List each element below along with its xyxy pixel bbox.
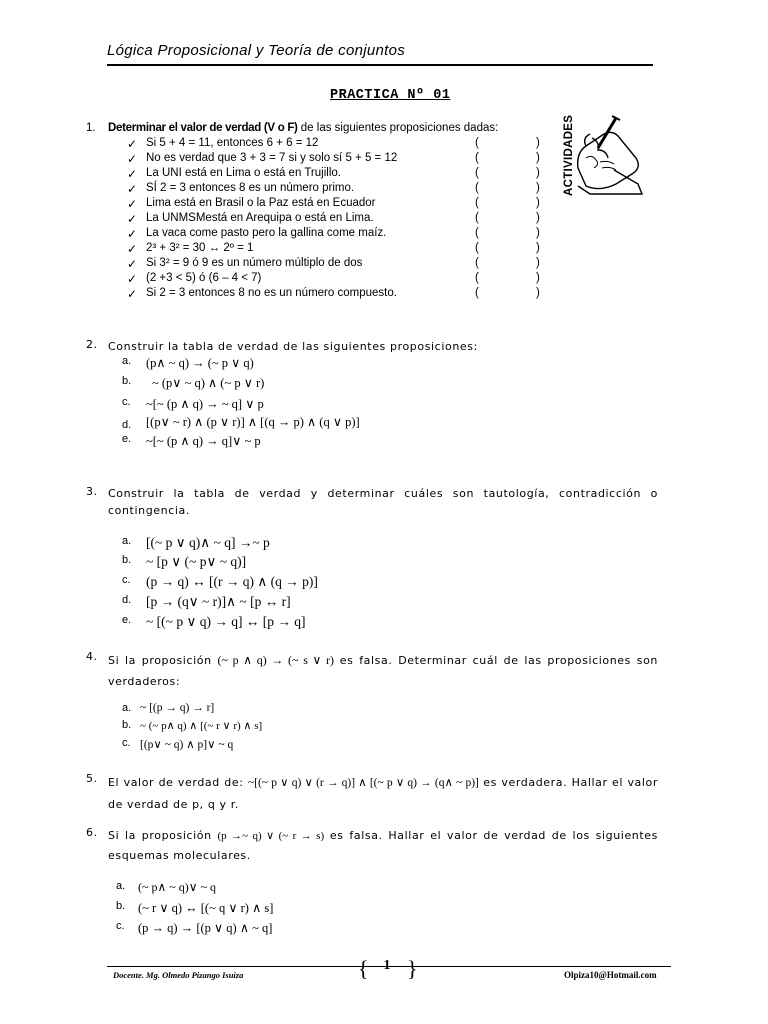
answer-close: ) xyxy=(536,137,540,149)
formula: ~[~ (p ∧ q) → ~ q] ∨ p xyxy=(146,397,264,411)
inline-formula: ~[(~ p ∨ q) ∨ (r → q)] ∧ [(~ p ∨ q) → (q∧ ~ p)] xyxy=(247,777,479,789)
check-icon: ✓ xyxy=(127,197,138,211)
item-label: a. xyxy=(122,535,132,547)
section-5-text xyxy=(108,772,658,815)
proposition-item: La vaca come pasto pero la gallina come maíz. xyxy=(146,227,387,239)
answer-close: ) xyxy=(536,212,540,224)
formula: ~ [(p → q) → r] xyxy=(140,702,215,714)
proposition-item: Si 3² = 9 ó 9 es un número múltiplo de dos xyxy=(146,257,363,269)
check-icon: ✓ xyxy=(127,287,138,301)
section-4-number: 4. xyxy=(86,650,98,663)
answer-close: ) xyxy=(536,197,540,209)
page-number: 1 xyxy=(383,958,391,973)
check-icon: ✓ xyxy=(127,272,138,286)
writing-hand-icon xyxy=(578,116,642,194)
text-before: Si la proposición xyxy=(108,829,218,842)
text-before: Si la proposición xyxy=(108,654,218,667)
answer-open: ( xyxy=(475,287,479,299)
answer-close: ) xyxy=(536,227,540,239)
proposition-item: Si 5 + 4 = 11, entonces 6 + 6 = 12 xyxy=(146,137,319,149)
answer-open: ( xyxy=(475,197,479,209)
proposition-item: (2 +3 < 5) ó (6 – 4 < 7) xyxy=(146,272,262,284)
section-3-text: Construir la tabla de verdad y determinar cuáles son tautología, contradicción o contingencia. xyxy=(108,487,658,517)
item-label: d. xyxy=(122,594,132,606)
answer-close: ) xyxy=(536,272,540,284)
formula: (~ r ∨ q) ↔ [(~ q ∨ r) ∧ s] xyxy=(138,901,274,915)
answer-open: ( xyxy=(475,242,479,254)
left-brace-icon: { xyxy=(358,956,369,981)
item-label: c. xyxy=(122,574,131,586)
section-2-text: Construir la tabla de verdad de las siguientes proposiciones: xyxy=(108,340,478,353)
instruction-bold: Determinar el valor de verdad (V o F) xyxy=(108,122,298,134)
section-1-number: 1. xyxy=(86,122,96,134)
check-icon: ✓ xyxy=(127,227,138,241)
check-icon: ✓ xyxy=(127,167,138,181)
proposition-item: Lima está en Brasil o la Paz está en Ecuador xyxy=(146,197,376,209)
text-after: es verdadera. Hallar el valor de verdad de p, q y r. xyxy=(108,776,659,811)
item-label: b. xyxy=(122,375,132,387)
answer-open: ( xyxy=(475,227,479,239)
proposition-item: La UNMSMestá en Arequipa o está en Lima. xyxy=(146,212,374,224)
item-label: b. xyxy=(122,719,132,731)
footer-email: Olpiza10@Hotmail.com xyxy=(564,970,657,980)
formula: (p → q) → [(p ∨ q) ∧ ~ q] xyxy=(138,921,273,935)
section-6-number: 6. xyxy=(86,826,98,839)
text-after: es falsa. Hallar el valor de verdad de los siguientes esquemas moleculares. xyxy=(108,829,658,862)
proposition-item: La UNI está en Lima o está en Trujillo. xyxy=(146,167,341,179)
answer-close: ) xyxy=(536,242,540,254)
answer-open: ( xyxy=(475,152,479,164)
item-label: d. xyxy=(122,419,132,431)
practice-title: PRACTICA Nº 01 xyxy=(330,88,451,103)
section-6-text xyxy=(108,826,658,866)
text-after: es falsa. Determinar cuál de las proposiciones son verdaderos: xyxy=(108,654,659,688)
right-brace-icon: } xyxy=(407,956,418,981)
text-before: El valor de verdad de: xyxy=(108,776,248,789)
item-label: c. xyxy=(116,920,125,932)
check-icon: ✓ xyxy=(127,257,138,271)
section-2-number: 2. xyxy=(86,338,98,351)
inline-formula: (~ p ∧ q) → (~ s ∨ r) xyxy=(217,653,334,667)
formula: [(p∨ ~ q) ∧ p]∨ ~ q xyxy=(140,739,234,751)
answer-open: ( xyxy=(475,137,479,149)
page-header: Lógica Proposicional y Teoría de conjuntos xyxy=(107,42,406,59)
item-label: a. xyxy=(122,702,132,714)
answer-open: ( xyxy=(475,182,479,194)
answer-open: ( xyxy=(475,257,479,269)
answer-close: ) xyxy=(536,167,540,179)
formula: ~ (p∨ ~ q) ∧ (~ p ∨ r) xyxy=(152,376,265,390)
check-icon: ✓ xyxy=(127,182,138,196)
formula: ~ (~ p∧ q) ∧ [(~ r ∨ r) ∧ s] xyxy=(140,720,263,732)
proposition-item: 2³ + 3² = 30 ↔ 2º = 1 xyxy=(146,242,254,254)
proposition-item: Si 2 = 3 entonces 8 no es un número compuesto. xyxy=(146,287,397,299)
activities-badge xyxy=(556,98,648,198)
formula: [p → (q∨ ~ r)]∧ ~ [p ↔ r] xyxy=(146,594,291,609)
section-4-text xyxy=(108,650,658,692)
check-icon: ✓ xyxy=(127,152,138,166)
badge-text: ACTIVIDADES xyxy=(563,114,575,196)
formula: (~ p∧ ~ q)∨ ~ q xyxy=(138,880,217,894)
formula: (p∧ ~ q) → (~ p ∨ q) xyxy=(146,356,254,370)
section-5-number: 5. xyxy=(86,772,98,785)
section-3-number: 3. xyxy=(86,485,98,498)
item-label: b. xyxy=(116,900,126,912)
item-label: b. xyxy=(122,554,132,566)
instruction-rest: de las siguientes proposiciones dadas: xyxy=(297,122,499,134)
item-label: e. xyxy=(122,433,132,445)
answer-close: ) xyxy=(536,182,540,194)
formula: ~[~ (p ∧ q) → q]∨ ~ p xyxy=(146,434,261,448)
item-label: c. xyxy=(122,737,131,749)
formula: [(~ p ∨ q)∧ ~ q] →~ p xyxy=(146,535,270,550)
item-label: e. xyxy=(122,614,132,626)
check-icon: ✓ xyxy=(127,212,138,226)
item-label: a. xyxy=(116,880,126,892)
item-label: a. xyxy=(122,355,132,367)
answer-open: ( xyxy=(475,272,479,284)
section-1-instruction xyxy=(108,122,498,134)
header-rule xyxy=(107,64,653,66)
answer-open: ( xyxy=(475,212,479,224)
answer-close: ) xyxy=(536,152,540,164)
check-icon: ✓ xyxy=(127,137,138,151)
answer-close: ) xyxy=(536,287,540,299)
check-icon: ✓ xyxy=(127,242,138,256)
inline-formula: (p →~ q) ∨ (~ r → s) xyxy=(217,830,325,842)
proposition-item: No es verdad que 3 + 3 = 7 si y solo sí 5 + 5 = 12 xyxy=(146,152,398,164)
answer-close: ) xyxy=(536,257,540,269)
item-label: c. xyxy=(122,396,131,408)
formula: ~ [p ∨ (~ p∨ ~ q)] xyxy=(146,554,247,569)
footer-author: Docente. Mg. Olmedo Pizango Isuiza xyxy=(113,970,244,980)
formula: (p → q) ↔ [(r → q) ∧ (q → p)] xyxy=(146,574,318,589)
formula: ~ [(~ p ∨ q) → q] ↔ [p → q] xyxy=(146,614,306,629)
answer-open: ( xyxy=(475,167,479,179)
formula: [(p∨ ~ r) ∧ (p ∨ r)] ∧ [(q → p) ∧ (q ∨ p)] xyxy=(146,415,360,429)
proposition-item: SÍ 2 = 3 entonces 8 es un número primo. xyxy=(146,182,355,194)
